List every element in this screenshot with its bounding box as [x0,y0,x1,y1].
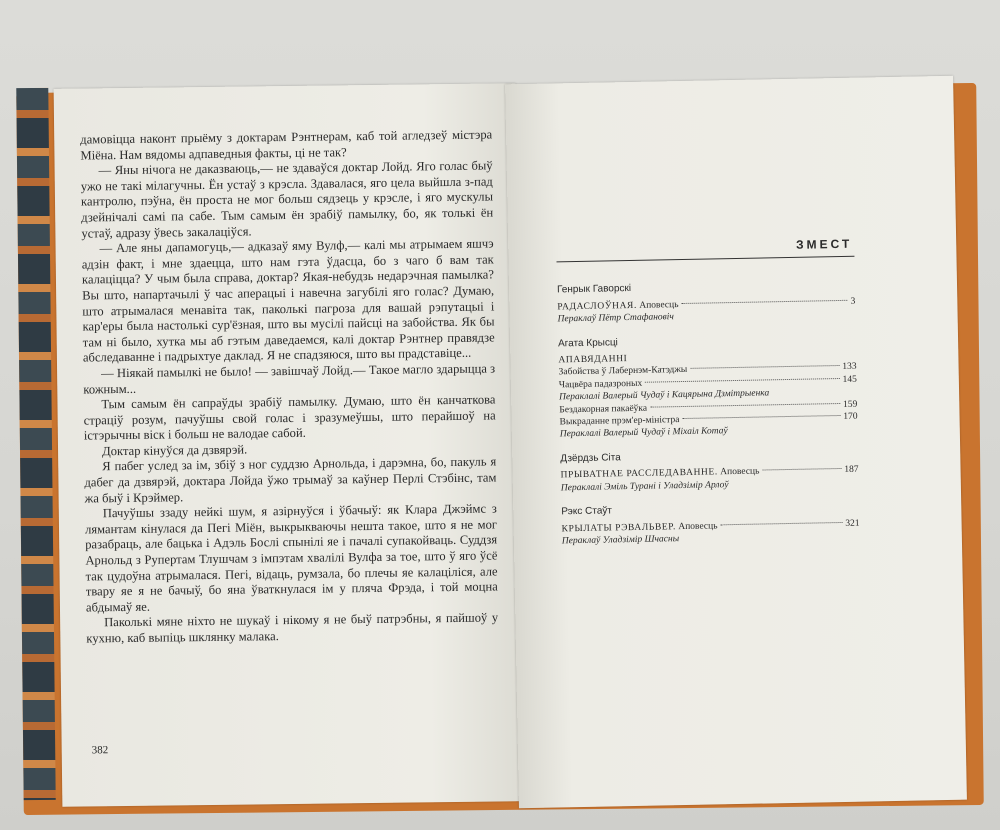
toc-page-number: 133 [842,362,857,373]
toc-entry-title: РАДАСЛОЎНАЯ. Аповесць [557,299,679,313]
toc-section [560,448,859,495]
toc-section [558,332,858,441]
toc-page-number: 3 [850,296,856,307]
page-number: 382 [91,744,109,757]
toc-translator: Пераклалі Валерый Чудаў і Кацярына Дзмітрыенка [559,388,770,403]
toc-page-number: 170 [843,411,858,422]
toc-section [557,279,856,326]
paragraph: — Але яны дапамогуць,— адказаў яму Вулф,— калі мы атрымаем яшчэ адзін факт, і мне здаецца, што нам гэта ўдасца, бо з чаго б вам так калаціцца? У чым была справа, доктар? Якая-небудзь недарэчная памылка? Вы што, напартачылі ў час аперацыі і навечна загубілі яго голас? Думаю, што атрымалася менавіта так, паколькі пагроза для вашай рэпутацыі і кар'еры была настолькі сур'ёзная, што вы мусілі пайсці на забойства. Як бы там ні было, хутка мы аб гэтым даведаемся, калі доктар Рэнтнер правядзе абследаванне і падрыхтуе даклад. Я не спадзяюся, што вы прадставіце... [81,236,495,365]
right-page [505,76,967,808]
toc-leader-dots [682,415,840,419]
table-of-contents [556,238,860,560]
toc-author: Агата Крысці [557,336,618,350]
toc-author: Генрык Гаворскі [556,283,632,296]
toc-sections [557,279,860,548]
toc-leader-dots [762,468,841,471]
paragraph: Доктар кінуўся да дзвярэй. [101,442,248,459]
toc-entry-title: КРЫЛАТЫ РЭВАЛЬВЕР. Аповесць [561,520,718,534]
toc-entry-title: Выкраданне прэм'ер-міністра [559,415,680,428]
toc-page-number: 145 [842,374,857,385]
paragraph: дамовіцца наконт прыёму з доктарам Рэнтнерам, каб той агледзеў містэра Міёна. Нам вядомы адпаведныя факты, ці не так? [80,127,493,163]
toc-author: Дзёрдзь Сіта [560,452,621,465]
toc-translator: Пераклаў Уладзімір Шчасны [561,534,680,547]
toc-section [561,501,860,548]
toc-entry-title: Бездакорная пакаёўка [559,403,648,416]
toc-translator: Пераклаў Пётр Стафановіч [557,312,675,325]
toc-leader-dots [645,378,839,383]
toc-entry-title: Забойства ў Лабернэм-Катэджы [558,365,688,378]
toc-page-number: 187 [844,464,859,476]
toc-title: ЗМЕСТ [795,236,853,252]
toc-translator: Пераклалі Эміль Турані і Уладзімір Арлоў [560,479,729,494]
paragraph: Я пабег услед за ім, збіў з ног суддзю Арнольда, і дарэмна, бо, пакуль я дабег да дзвярэй, доктара Лойда ўжо трымаў за каўнер Перлі Стэбінс, там жа быў і Крэймер. [84,454,497,506]
toc-divider [557,256,855,263]
left-page-body [80,127,498,647]
paragraph: — Ніякай памылкі не было! — завішчаў Лойд.— Такое магло здарыцца з кожным... [83,361,496,397]
toc-entry-title: Чацвёра падазроных [558,378,643,391]
toc-leader-dots [690,365,839,369]
toc-leader-dots [681,300,847,304]
toc-author: Рэкс Стаўт [561,505,613,518]
toc-leader-dots [650,403,840,408]
toc-leader-dots [720,521,842,524]
paragraph: Паколькі мяне ніхто не шукаў і нікому я не быў патрэбны, я пайшоў у кухню, каб выпіць шклянку малака. [86,610,499,646]
toc-entry-title: ПРЫВАТНАЕ РАССЛЕДАВАННЕ. Аповесць [560,466,760,481]
paragraph: Пачуўшы ззаду нейкі шум, я азірнуўся і ўбачыў: як Клара Джэймс з лямантам кінулася да Пегі Міён, выкрыкваючы нешта такое, што я не мог разабраць, але бацька і Адэль Бослі спынілі яе і пачалі супакойваць. Суддзя Арнольд з Рупертам Тлушчам з імпэтам хвалілі Вулфа за тое, што ў яго ўсё так цудоўна атрымалася. Пегі, відаць, румзала, бо плечы яе калаціліся, але твару яе я не бачыў, бо яна ўваткнулася ім у пляча Фрэда, і той моцна абдымаў яе. [84,501,498,615]
toc-page-number: 321 [845,518,860,529]
toc-section-label: АПАВЯДАННІ [558,354,628,366]
toc-page-number: 159 [842,399,858,410]
left-page [54,83,525,807]
paragraph: — Яны нічога не даказваюць,— не здаваўся доктар Лойд. Яго голас быў ужо не такі мілагучны. Ён устаў з крэсла. Здавалася, яго цела выйшла з-пад кантролю, пэўна, ён проста не мог больш сядзець у крэсле, і яго мускулы дзейнічалі самі па сабе. Тым самым ён зрабіў памылку, бо, як толькі ён устаў, адразу ўвесь закалаціўся. [80,158,494,241]
toc-translator: Пераклалі Валерый Чудаў і Міхаіл Котаў [559,426,728,440]
paragraph: Тым самым ён сапраўды зрабіў памылку. Думаю, што ён канчаткова страціў розум, пачуўшы свой голас і зразумеўшы, што перайшоў на істэрычны віск і больш не валодае сабой. [83,392,496,443]
